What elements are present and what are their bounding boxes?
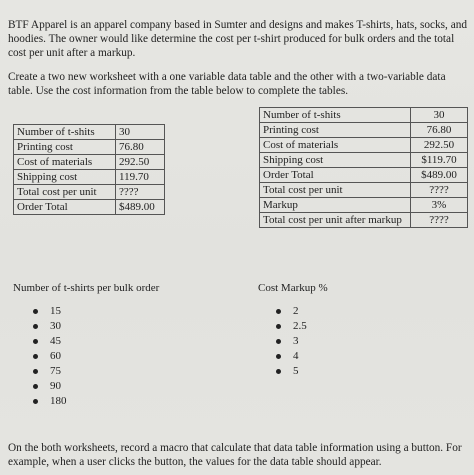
table-row [260,198,468,213]
table-row [14,200,165,215]
table-row [260,213,468,228]
row-label: Markup [260,198,411,213]
list-item-text: 60 [50,350,61,362]
list-item-text: 180 [50,395,67,407]
table-row [260,138,468,153]
row-label: Shipping cost [260,153,411,168]
footer-instructions: On the both worksheets, record a macro that calculate that data table information using a button. For example, when a user clicks the button, the values for the data table should appear. [8,442,462,468]
bullet-icon [33,309,38,314]
bullet-icon [33,324,38,329]
right-cost-table [259,107,468,228]
markup-list [273,304,307,379]
list-item [273,364,307,379]
bullet-icon [33,369,38,374]
row-label: Cost of materials [260,138,411,153]
tshirt-count-list [30,304,67,409]
table-row [260,108,468,123]
list-item [30,379,67,394]
row-value: ???? [116,185,165,200]
list-item [30,364,67,379]
list-item-text: 30 [50,320,61,332]
row-label: Order Total [14,200,116,215]
list-item-text: 75 [50,365,61,377]
row-label: Total cost per unit [260,183,411,198]
bullet-icon [33,399,38,404]
table-row [14,185,165,200]
list-item [30,334,67,349]
table-row [260,183,468,198]
tshirt-count-list-title: Number of t-shirts per bulk order [13,282,160,294]
row-label: Order Total [260,168,411,183]
list-item [30,304,67,319]
table-row [14,155,165,170]
list-item [273,334,307,349]
row-label: Number of t-shits [260,108,411,123]
table-row [14,140,165,155]
row-value: 30 [411,108,468,123]
left-cost-table [13,124,165,215]
row-label: Total cost per unit [14,185,116,200]
list-item [273,349,307,364]
list-item [30,349,67,364]
row-label: Cost of materials [14,155,116,170]
list-item [273,304,307,319]
row-value: ???? [411,183,468,198]
row-value: $489.00 [411,168,468,183]
row-value: 3% [411,198,468,213]
row-value: $489.00 [116,200,165,215]
list-item-text: 5 [293,365,299,377]
row-label: Printing cost [14,140,116,155]
list-item-text: 90 [50,380,61,392]
bullet-icon [33,339,38,344]
bullet-icon [33,384,38,389]
row-value: 292.50 [116,155,165,170]
row-value: 119.70 [116,170,165,185]
markup-list-title: Cost Markup % [258,282,328,294]
row-value: ???? [411,213,468,228]
list-item [273,319,307,334]
row-value: 30 [116,125,165,140]
list-item-text: 45 [50,335,61,347]
bullet-icon [33,354,38,359]
bullet-icon [276,324,281,329]
row-value: 292.50 [411,138,468,153]
row-label: Shipping cost [14,170,116,185]
table-row [14,170,165,185]
list-item-text: 2.5 [293,320,307,332]
row-label: Total cost per unit after markup [260,213,411,228]
table-row [260,168,468,183]
row-label: Printing cost [260,123,411,138]
bullet-icon [276,339,281,344]
list-item-text: 2 [293,305,299,317]
task-paragraph: Create a two new worksheet with a one variable data table and the other with a two-variable data table. Use the cost information from the table below to complete the tables. [8,71,446,97]
table-row [260,123,468,138]
list-item-text: 4 [293,350,299,362]
list-item-text: 3 [293,335,299,347]
list-item [30,394,67,409]
row-value: 76.80 [116,140,165,155]
bullet-icon [276,369,281,374]
bullet-icon [276,354,281,359]
table-row [14,125,165,140]
bullet-icon [276,309,281,314]
row-value: $119.70 [411,153,468,168]
intro-paragraph: BTF Apparel is an apparel company based in Sumter and designs and makes T-shirts, hats, socks, and hoodies. The owner would like determine the cost per t-shirt produced for bulk orders and the total cost per unit after a markup. [8,19,468,59]
row-value: 76.80 [411,123,468,138]
list-item-text: 15 [50,305,61,317]
table-row [260,153,468,168]
row-label: Number of t-shits [14,125,116,140]
list-item [30,319,67,334]
